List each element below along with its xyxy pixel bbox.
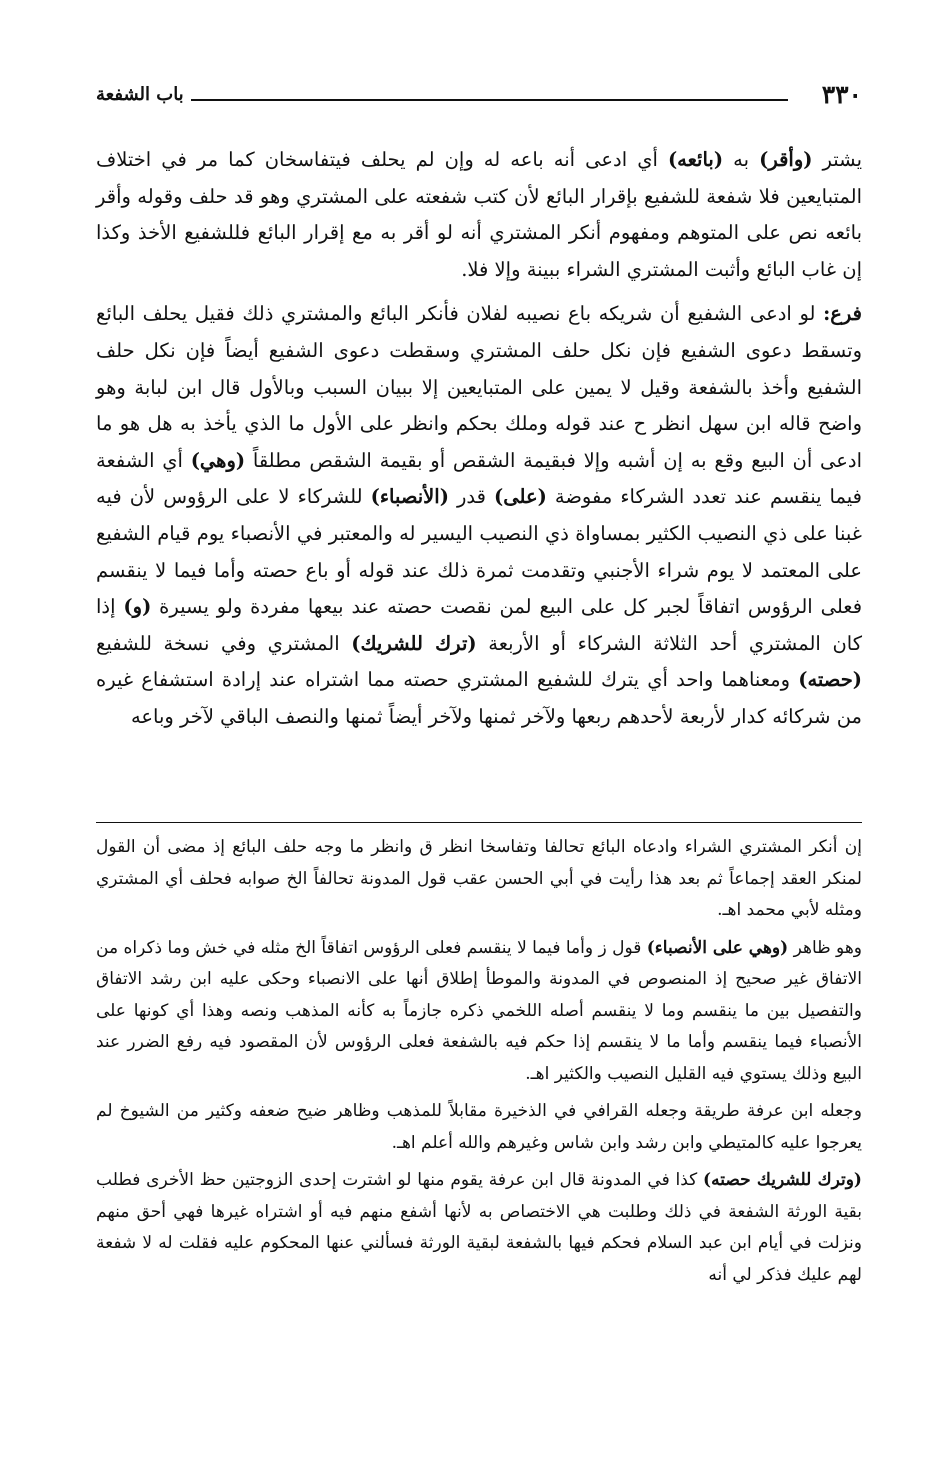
commentary-paragraph: وجعله ابن عرفة طريقة وجعله القرافي في الذخيرة مقابلاً للمذهب وظاهر ضيح ضعفه وكثير من الشيوخ لم يعرجوا عليه كالمتيطي وابن رشد وابن شاس وغيرهم والله أعلم اهـ. [96, 1101, 862, 1153]
text-run: المشتري وفي نسخة للشفيع [96, 631, 352, 655]
matn-term: (و) [123, 595, 152, 619]
page-number: ٣٣٠ [821, 80, 862, 109]
header-rule [191, 99, 788, 101]
footnote-separator [96, 822, 862, 823]
text-run: إذا كان المشتري أحد الثلاثة الشركاء أو الأربعة [96, 595, 862, 655]
commentary-text [96, 832, 862, 1291]
matn-term: (وترك للشريك حصته) [703, 1170, 862, 1190]
matn-term: (وأقر) [759, 148, 813, 171]
text-run: للشركاء لا على الرؤوس لأن فيه غبنا على ذي النصيب الكثير بمساواة ذي النصيب اليسير له والمعتبر في الأنصباء يوم قيام الشفيع على المعتمد لا يوم شراء الأجنبي وتقدمت ثمرة ذلك عند قوله أو باع حصته وأما فيما لا ينقسم فعلى الرؤوس اتفاقاً لجبر كل على البيع لمن نقصت حصته عند بيعها مفردة ولو يسيرة [96, 485, 863, 619]
matn-term: (على) [494, 485, 547, 509]
main-paragraph [96, 142, 862, 288]
text-run: أي ادعى أنه باعه له وإن لم يحلف فيتفاسخان كما مر في اختلاف المتبايعين فلا شفعة للشفيع بإقرار البائع لأن كتب شفعته على المشتري وهو قد حلف وقوله وأقر بائعه نص على المتوهم ومفهوم أنكر المشتري أنه لو أقر به مع إقرار البائع فللشفيع الأخذ وكذا إن غاب البائع وأثبت المشتري الشراء ببينة وإلا فلا. [96, 148, 862, 281]
text-run: قدر [448, 485, 495, 509]
text-run: أي الشفعة فيما ينقسم عند تعدد الشركاء مفوضة [96, 448, 862, 509]
text-run: وهو ظاهر [788, 937, 863, 958]
commentary-paragraph [96, 933, 862, 1091]
matn-term: (وهي على الأنصباء) [646, 937, 789, 958]
text-run: يشتر [812, 148, 862, 171]
matn-term: (بائعه) [667, 148, 724, 171]
text-run: كذا في المدونة قال ابن عرفة يقوم منها لو اشترت إحدى الزوجتين حظ الأخرى فطلب بقية الورثة الشفعة في ذلك وطلبت هي الاختصاص به لأنها أشفع منهم فيه أو اشتراه غيرها فهي أحق منهم ونزلت في أيام ابن عبد السلام فحكم فيها بالشفعة لبقية الورثة فسألني عنها المحكوم عليه فقلت له لا شفعة لهم عليك فذكر لي أنه [96, 1170, 862, 1285]
matn-term: (ترك للشريك) [351, 631, 477, 655]
text-run: به [723, 148, 760, 171]
matn-term: (وهي) [190, 448, 246, 472]
page-header [96, 78, 862, 112]
text-run: قول ز وأما فيما لا ينقسم فعلى الرؤوس اتفاقاً الخ مثله في خش وما ذكراه من الاتفاق غير صحيح إذ المنصوص في المدونة والموطأ إطلاق أنها على الانصباء وحكى عليه ابن رشد الاتفاق والتفصيل بين ما ينقسم وما لا ينقسم أصله اللخمي ذكره جازماً به كأنه المذهب ونصه وهذا أي كونها على الأنصباء فيما ينقسم وأما ما لا ينقسم إذا حكم فيه بالشفعة فعلى الرؤوس لأن المقصود فيه رفع الضرر عند البيع وذلك يستوي فيه القليل النصيب والكثير اهـ. [96, 937, 862, 1084]
far-label: فرع: [823, 302, 862, 326]
main-text [96, 142, 862, 736]
text-run: لو ادعى الشفيع أن شريكه باع نصيبه لفلان فأنكر البائع والمشتري ذلك فقيل يحلف البائع وتسقط دعوى الشفيع فإن نكل حلف المشتري وسقطت دعوى الشفيع أيضاً فإن نكل حلف الشفيع وأخذ بالشفعة وقيل لا يمين على المتبايعين إلا ببيان السبب وبالأول قال ابن لبابة وهو واضح قاله ابن سهل انظر ح عند قوله وملك بحكم وانظر على الأول ما الذي يأخذ به هل هو ما ادعى أن البيع وقع به إن أشبه وإلا فبقيمة الشقص أو بقيمة الشقص مطلقاً [96, 302, 862, 472]
matn-term: (الأنصباء) [370, 485, 449, 509]
chapter-title: باب الشفعة [96, 84, 184, 105]
matn-term: (حصته) [798, 668, 862, 692]
commentary-paragraph: إن أنكر المشتري الشراء وادعاه البائع تحالفا وتفاسخا انظر ق وانظر ما وجه حلف البائع إذ مضى أن القول لمنكر العقد إجماعاً ثم بعد هذا رأيت في أبي الحسن عقب قول المدونة تحالفاً الخ صوابه فحلف أي المشتري ومثله لأبي محمد اهـ. [96, 837, 862, 920]
text-run: ومعناهما واحد أي يترك للشفيع المشتري حصته مما اشتراه عند إرادة استشفاع غيره من شركائه كدار لأربعة لأحدهم ربعها ولآخر ثمنها ولآخر أيضاً ثمنها والنصف الباقي لآخر وباعه [96, 668, 862, 728]
commentary-paragraph [96, 1165, 862, 1291]
main-paragraph [96, 296, 862, 735]
